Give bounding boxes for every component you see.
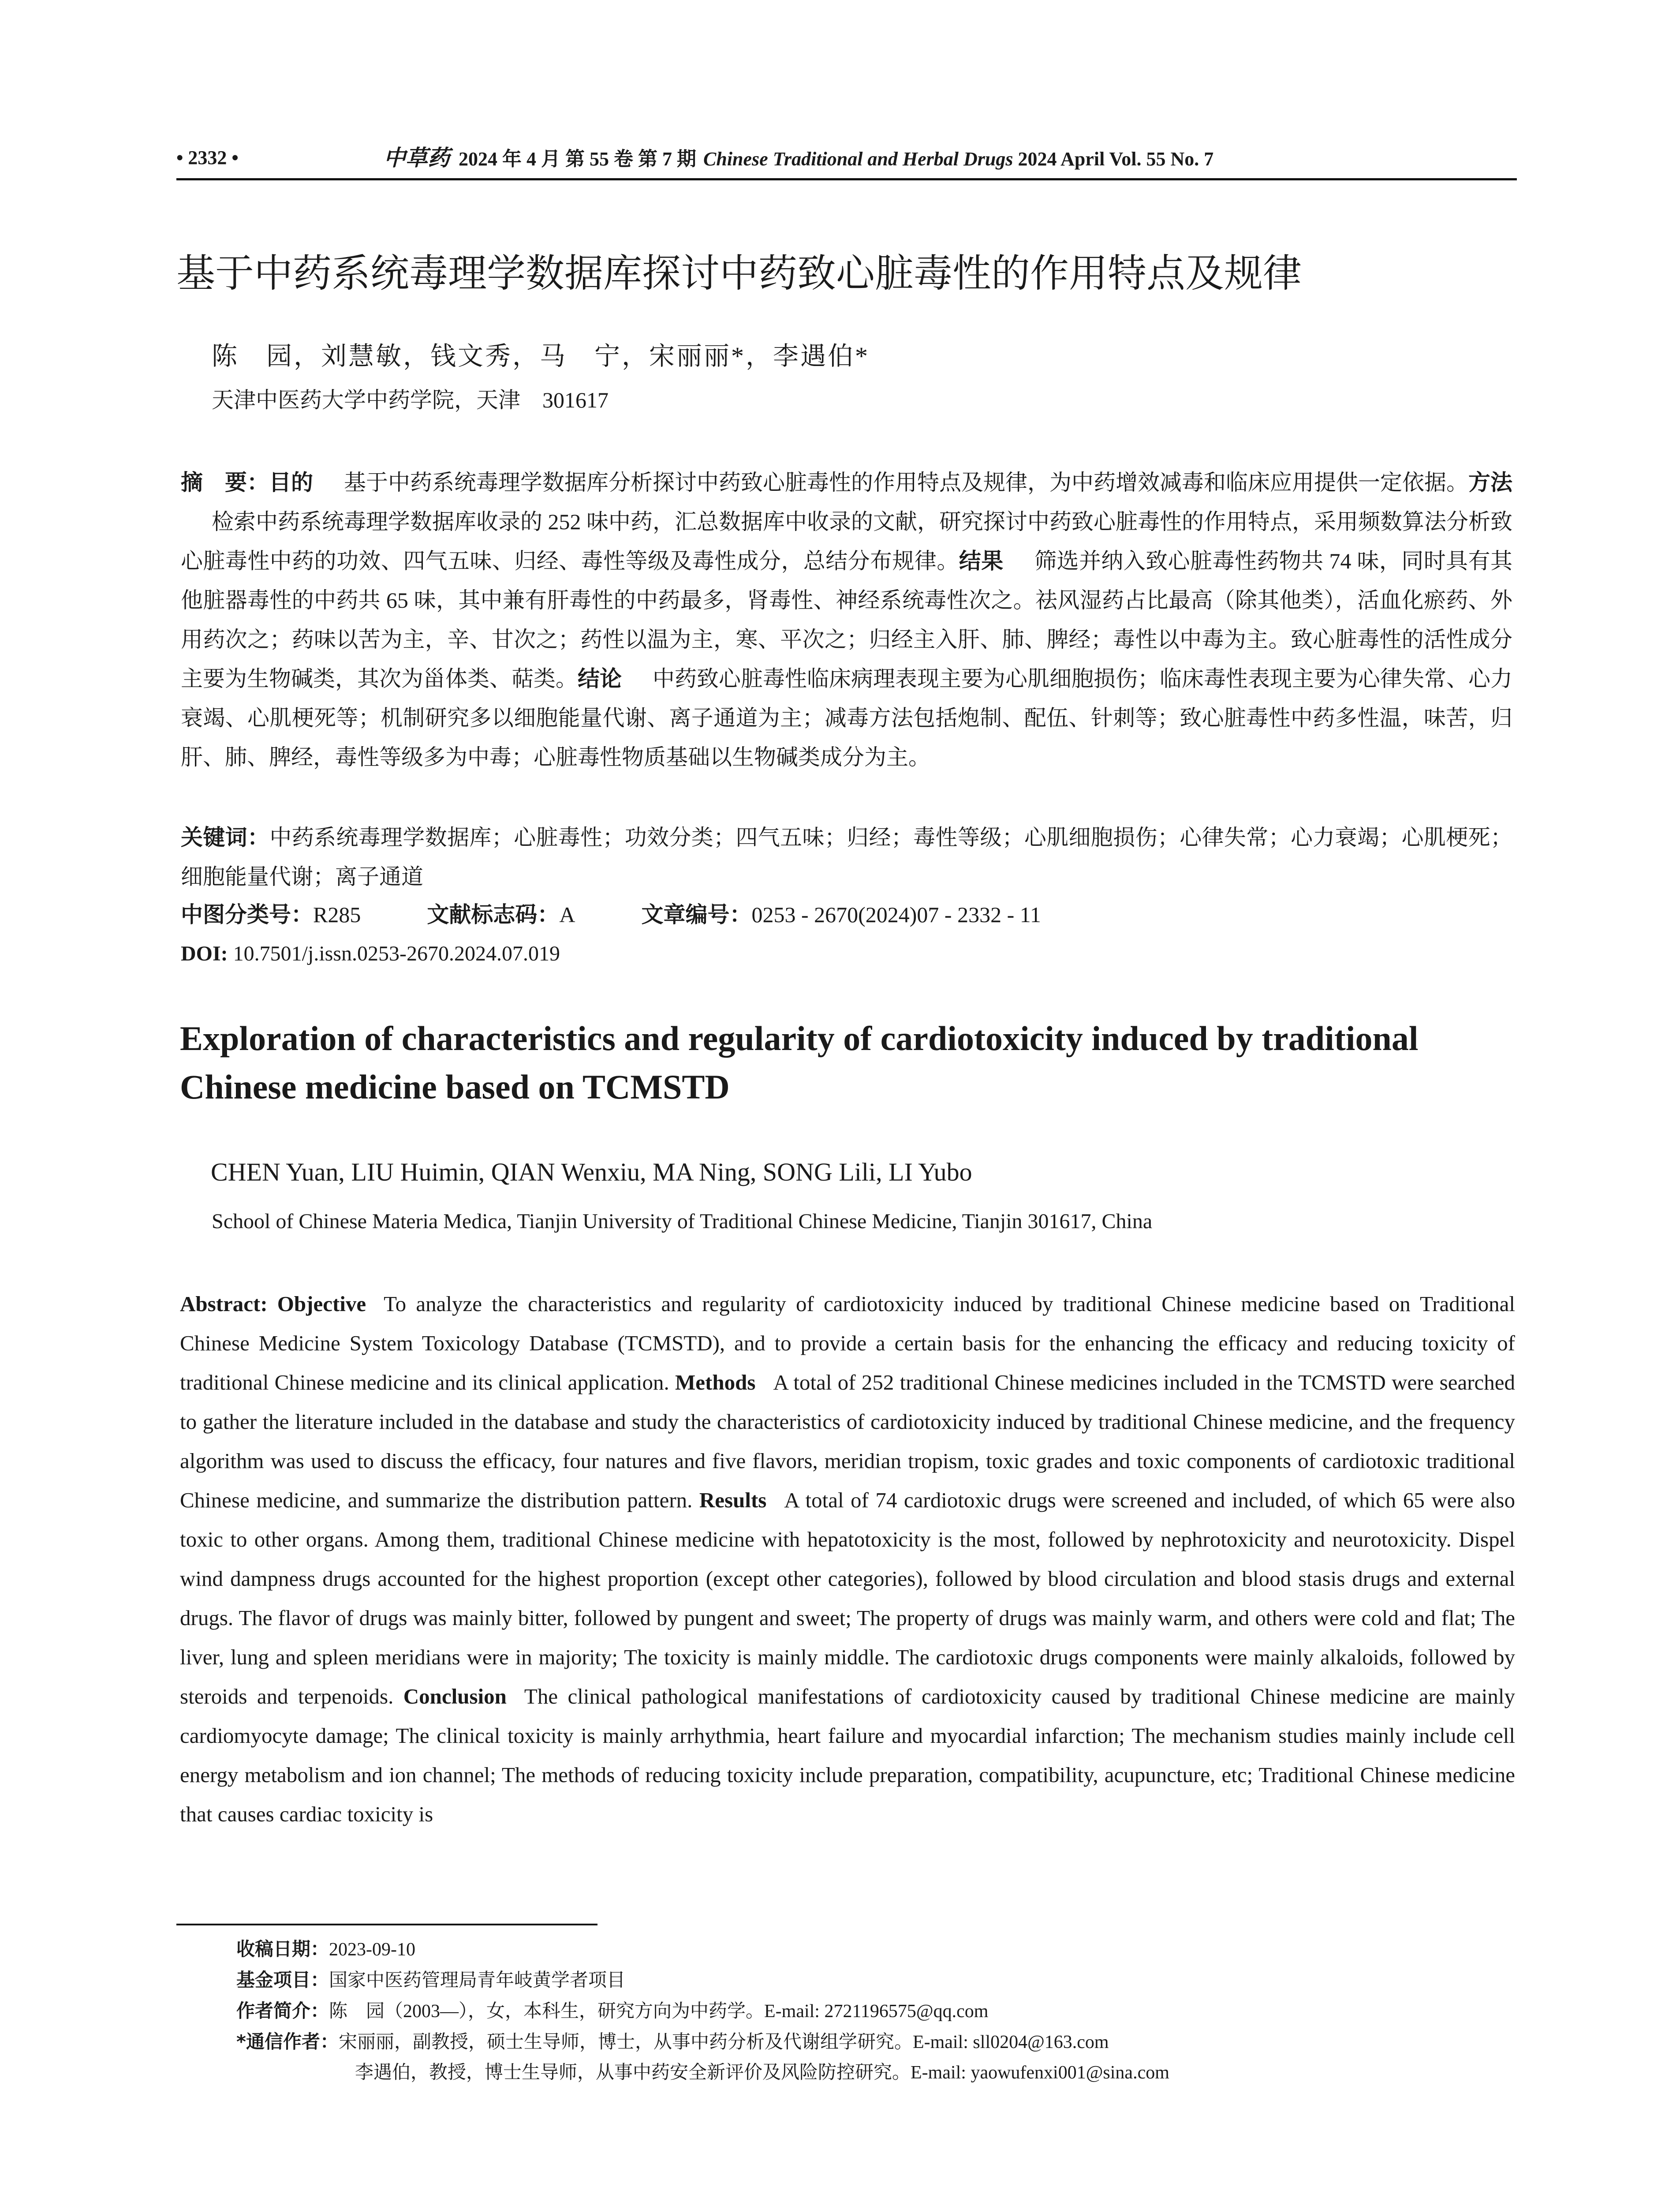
classification-line [181, 895, 1107, 934]
cn-objective-label: 目的 [269, 470, 313, 495]
received-value: 2023-09-10 [329, 1940, 415, 1960]
article-value: 0253 - 2670(2024)07 - 2332 - 11 [751, 902, 1041, 927]
header-rule [176, 178, 1517, 180]
running-header [176, 140, 1517, 176]
en-conclusion-text: The clinical pathological manifestations of cardiotoxicity caused by traditional Chinese medicine are mainly cardiomyocyte damage; The clinical toxicity is mainly arrhythmia, heart failure and myocardial infarction; The mechanism studies mainly include cell energy metabolism and ion channel; The methods of reducing toxicity include preparation, compatibility, acupuncture, etc; Traditional Chinese medicine that causes cardiac toxicity is [180, 1684, 1515, 1826]
doccode-value: A [559, 902, 575, 927]
doi-line [181, 934, 560, 973]
footnote-corresponding-2 [355, 2057, 1169, 2088]
cn-abstract [181, 463, 1512, 816]
cn-conclusion-label: 结论 [578, 666, 622, 691]
cn-methods-label: 方法 [1468, 470, 1512, 495]
author-value: 陈 园（2003—），女，本科生，研究方向为中药学。E-mail: 2721196575@qq.com [329, 2001, 989, 2022]
author-label: 作者简介： [236, 2000, 329, 2022]
journal-line [384, 140, 1213, 177]
footnote-rule [176, 1924, 597, 1925]
cn-results-label: 结果 [959, 548, 1004, 574]
en-abstract [180, 1284, 1515, 1871]
fund-label: 基金项目： [236, 1969, 329, 1991]
footnote-received [236, 1934, 415, 1965]
fund-value: 国家中医药管理局青年岐黄学者项目 [329, 1970, 626, 1991]
journal-cn-name: 中草药 [384, 145, 450, 171]
cn-abstract-label: 摘 要： [181, 470, 269, 495]
cn-keywords-label: 关键词： [181, 825, 270, 850]
article-label: 文章编号： [641, 902, 752, 927]
cn-authors: 陈 园，刘慧敏，钱文秀，马 宁，宋丽丽*，李遇伯* [212, 342, 870, 370]
footnote-corresponding [236, 2026, 1109, 2058]
en-results-text: A total of 74 cardiotoxic drugs were screened and included, of which 65 were also toxic to other organs. Among them, traditional Chinese medicine with hepatotoxicity is the most, followed by nephrotoxicity and neurotoxicity. Dispel wind dampness drugs accounted for the highest proportion (except other categories), followed by blood circulation and blood stasis drugs and external drugs. The flavor of drugs was mainly bitter, followed by pungent and sweet; The property of drugs was mainly warm, and others were cold and flat; The liver, lung and spleen meridians were in majority; The toxicity is mainly middle. The cardiotoxic drugs components were mainly alkaloids, followed by steroids and terpenoids. [180, 1488, 1515, 1708]
cn-title: 基于中药系统毒理学数据库探讨中药致心脏毒性的作用特点及规律 [176, 250, 1302, 296]
journal-en-name: Chinese Traditional and Herbal Drugs [703, 148, 1013, 170]
en-abstract-label: Abstract: Objective [180, 1292, 366, 1316]
en-objective-text: To analyze the characteristics and regularity of cardiotoxicity induced by traditional Chinese medicine based on Traditional Chinese Medicine System Toxicology Database (TCMSTD), and to provide a certain basis for the enhancing the efficacy and reducing toxicity of traditional Chinese medicine and its clinical application. [180, 1292, 1515, 1394]
doi-label: DOI: [181, 942, 228, 965]
corr-value-2: 李遇伯，教授，博士生导师，从事中药安全新评价及风险防控研究。E-mail: yaowufenxi001@sina.com [355, 2063, 1169, 2083]
en-results-label: Results [699, 1488, 767, 1512]
cn-objective-text: 基于中药系统毒理学数据库分析探讨中药致心脏毒性的作用特点及规律，为中药增效减毒和临床应用提供一定依据。 [344, 470, 1468, 495]
cn-affiliation: 天津中医药大学中药学院，天津 301617 [212, 388, 609, 412]
issue-en: 2024 April Vol. 55 No. 7 [1018, 148, 1214, 170]
received-label: 收稿日期： [236, 1938, 329, 1960]
footnote-author [236, 1996, 988, 2027]
class-value: R285 [313, 902, 361, 927]
cn-methods-text: 检索中药系统毒理学数据库收录的 252 味中药，汇总数据库中收录的文献，研究探讨中药致心脏毒性的作用特点，采用频数算法分析致心脏毒性中药的功效、四气五味、归经、毒性等级及毒性成分，总结分布规律。 [181, 509, 1512, 573]
en-methods-label: Methods [675, 1370, 756, 1394]
cn-results-text: 筛选并纳入致心脏毒性药物共 74 味，同时具有其他脏器毒性的中药共 65 味，其中兼有肝毒性的中药最多，肾毒性、神经系统毒性次之。祛风湿药占比最高（除其他类），活血化瘀药、外用药次之；药味以苦为主，辛、甘次之；药性以温为主，寒、平次之；归经主入肝、肺、脾经；毒性以中毒为主。致心脏毒性的活性成分主要为生物碱类，其次为甾体类、萜类。 [181, 549, 1513, 691]
footnote-fund [236, 1965, 625, 1996]
doccode-label: 文献标志码： [427, 902, 560, 927]
corr-label: *通信作者： [236, 2031, 339, 2052]
cn-keywords-text: 中药系统毒理学数据库；心脏毒性；功效分类；四气五味；归经；毒性等级；心肌细胞损伤；心律失常；心力衰竭；心肌梗死；细胞能量代谢；离子通道 [181, 825, 1513, 889]
corr-value-1: 宋丽丽，副教授，硕士生导师，博士，从事中药分析及代谢组学研究。E-mail: sll0204@163.com [338, 2032, 1109, 2052]
cn-keywords [181, 818, 1512, 897]
doi-value[interactable]: 10.7501/j.issn.0253-2670.2024.07.019 [233, 942, 560, 965]
en-methods-text: A total of 252 traditional Chinese medicines included in the TCMSTD were searched to gather the literature included in the database and study the characteristics of cardiotoxicity induced by traditional Chinese medicine, and the frequency algorithm was used to discuss the efficacy, four natures and five flavors, meridian tropism, toxic grades and toxic components of cardiotoxic traditional Chinese medicine, and summarize the distribution pattern. [180, 1370, 1515, 1512]
en-affiliation: School of Chinese Materia Medica, Tianjin University of Traditional Chinese Medicine, Tianjin 301617, China [212, 1210, 1153, 1233]
class-label: 中图分类号： [181, 902, 313, 927]
page-number: • 2332 • [176, 147, 239, 168]
cn-conclusion-text: 中药致心脏毒性临床病理表现主要为心肌细胞损伤；临床毒性表现主要为心律失常、心力衰竭、心肌梗死等；机制研究多以细胞能量代谢、离子通道为主；减毒方法包括炮制、配伍、针刺等；致心脏毒性中药多性温，味苦，归肝、肺、脾经，毒性等级多为中毒；心脏毒性物质基础以生物碱类成分为主。 [181, 666, 1512, 770]
en-title: Exploration of characteristics and regularity of cardiotoxicity induced by traditional Chinese medicine based on TCMSTD [180, 1019, 1419, 1106]
en-conclusion-label: Conclusion [403, 1684, 507, 1708]
issue-cn: 2024 年 4 月 第 55 卷 第 7 期 [459, 148, 696, 170]
en-authors: CHEN Yuan, LIU Huimin, QIAN Wenxiu, MA Ning, SONG Lili, LI Yubo [211, 1158, 972, 1186]
